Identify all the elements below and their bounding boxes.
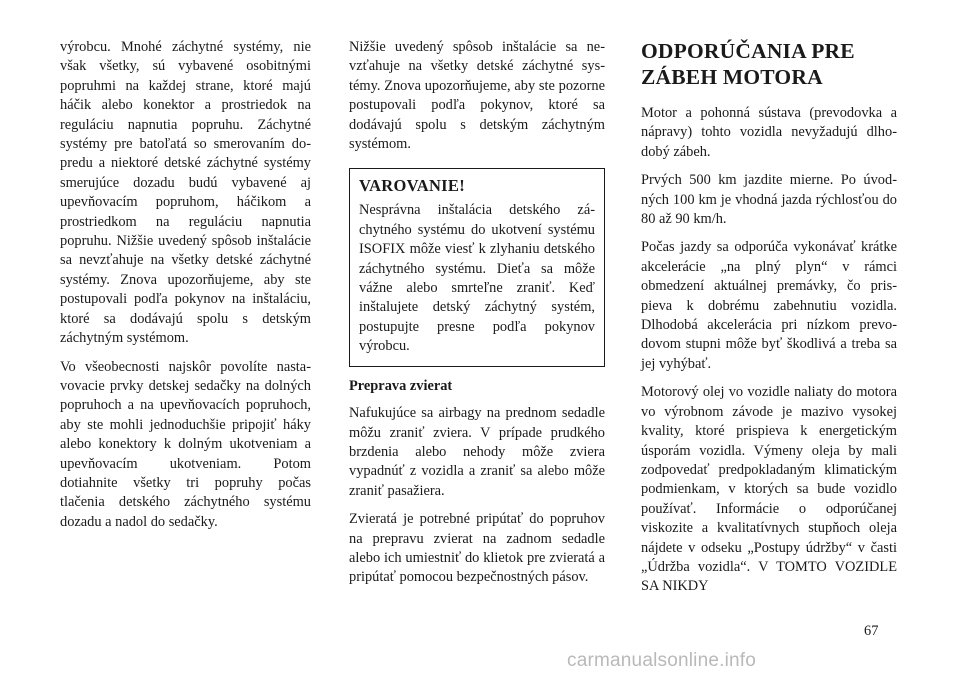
- paragraph: Motor a pohonná sústava (prevodovka a nápravy) tohto vozidla nevyžadujú dlhodobý zábeh.: [641, 105, 897, 160]
- warning-text: Nesprávna inštalácia detského záchytného systému do ukotvení systému ISOFIX môže viesť k zlyhaniu detského záchytného systému. Dieťa sa môže vážne alebo smrteľne zraniť. Keď inštalujete detský záchytný systém, postupujte presne podľa pokynov výrobcu.: [359, 202, 595, 355]
- text-column-right: [641, 38, 897, 606]
- text-column-middle: [349, 38, 605, 597]
- paragraph: Vo všeobecnosti najskôr povolíte nastavovacie prvky detskej sedačky na dolných popruhoch a na upevňovacích popruhoch, aby ste mohli jednoduchšie pripojiť háky alebo konektory k dolným ukotveniam a upevňovacím ukotveniam. Potom dotiahnite všetky tri popruhy počas tlačenia detského záchytného systému dozadu a nadol do sedačky.: [60, 358, 311, 530]
- paragraph: Počas jazdy sa odporúča vykonávať krátke akcelerácie „na plný plyn“ v rámci obmedzení aktuálnej premávky, čo prispieva k dobrému zabehnutiu vozidla. Dlhodobá akcelerácia pri nízkom prevodovom stupni môže byť škodlivá a treba sa jej vyhýbať.: [641, 239, 897, 372]
- section-heading: ODPORÚČANIA PRE ZÁBEH MOTORA: [641, 39, 855, 89]
- section-subheading: Preprava zvierat: [349, 377, 453, 394]
- page-number: 67: [864, 623, 879, 639]
- paragraph: Nižšie uvedený spôsob inštalácie sa nevzťahuje na všetky detské záchytné systémy. Znova upozorňujeme, aby ste pozorne postupovali podľa pokynov, ktoré sa dodávajú spolu s detským záchytným systémom.: [349, 39, 605, 153]
- warning-title: VAROVANIE!: [359, 176, 465, 196]
- paragraph: Prvých 500 km jazdite mierne. Po úvodných 100 km je vhodná jazda rýchlosťou do 80 až 90 km/h.: [641, 172, 897, 228]
- paragraph: Nafukujúce sa airbagy na prednom sedadle môžu zraniť zviera. V prípade prudkého brzdenia alebo nehody môže zviera vypadnúť z vozidla a zraniť sa alebo môže zraniť pasažiera.: [349, 405, 605, 499]
- watermark: carmanualsonline.info: [567, 650, 757, 671]
- paragraph: Zvieratá je potrebné pripútať do popruhov na prepravu zvierat na zadnom sedadle alebo ich umiestniť do klietok pre zvieratá a pripútať pomocou bezpečnostných pásov.: [349, 511, 605, 586]
- text-column-left: [60, 38, 311, 541]
- paragraph: výrobcu. Mnohé záchytné systémy, nie však všetky, sú vybavené osobitnými popruhmi na každej strane, ktoré majú háčik alebo konektor a prostriedok na reguláciu napnutia popruhu. Záchytné systémy pre batoľatá so smerovaním dopredu a niektoré detské záchytné systémy smerujúce dozadu budú vybavené aj upevňovacím popruhom, háčikom a prostriedkom na reguláciu napnutia popruhu. Nižšie uvedený spôsob inštalácie sa nevzťahuje na všetky detské záchytné systémy. Znova upozorňujeme, aby ste postupovali podľa pokynov na inštaláciu, ktoré sa dodávajú spolu s detským záchytným systémom.: [60, 39, 311, 347]
- warning-box: [349, 168, 605, 366]
- paragraph: Motorový olej vo vozidle naliaty do motora vo výrobnom závode je mazivo vysokej kvality, ktoré prispieva k energetickým úsporám vozidla. Výmeny oleja by mali zodpovedať predpokladaným klimatickým podmienkam, v ktorých sa bude vozidlo používať. Informácie o odporúčanej viskozite a kvalitatívnych stupňoch oleja nájdete v odseku „Postupy údržby“ v časti „Údržba vozidla“. V TOMTO VOZIDLE SA NIKDY: [641, 384, 897, 595]
